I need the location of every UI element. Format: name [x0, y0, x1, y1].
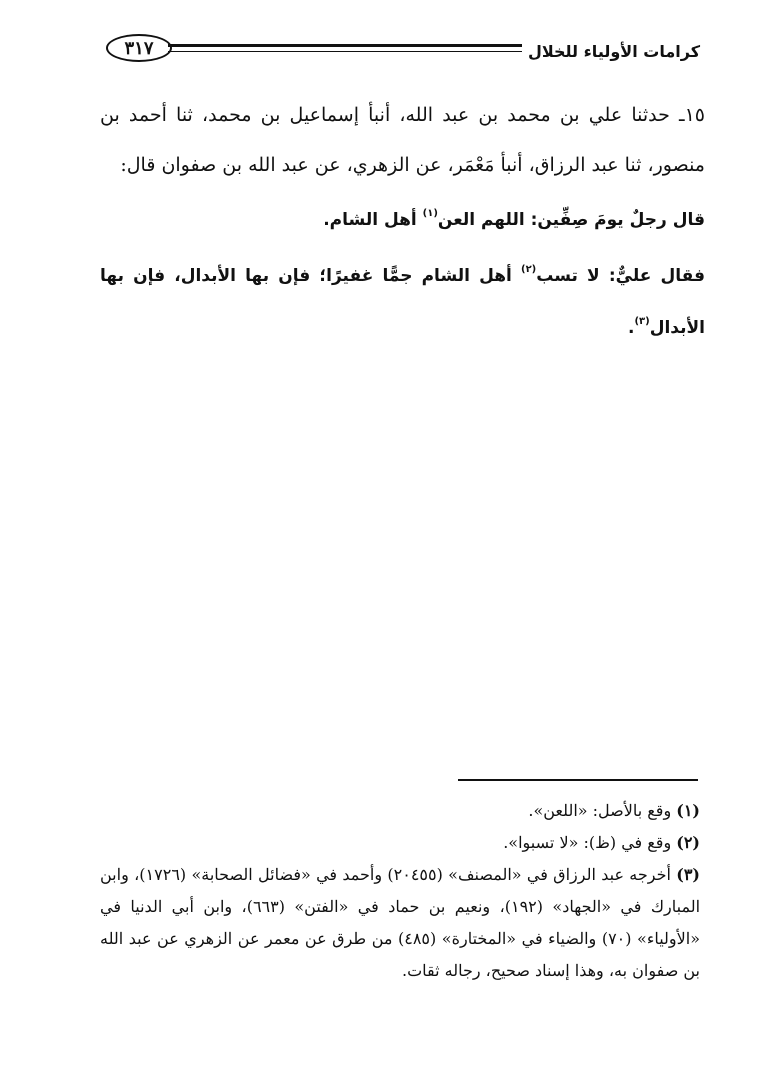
reply-paragraph [100, 250, 705, 354]
footnote-ref: (٢) [520, 264, 537, 275]
quote-paragraph [100, 194, 705, 246]
reply-text-middle: أهل الشام جمًّا غفيرًا؛ فإن بها الأبدال، فإن بها الأبدال [100, 266, 705, 338]
narration-paragraph [100, 90, 705, 190]
quote-text: قال رجلٌ يومَ صِفِّين: اللهم العن [437, 210, 705, 230]
footnote [100, 859, 700, 987]
footnote-number: (٢) [676, 833, 700, 852]
footnote-text: وقع في (ظ): «لا تسبوا». [503, 833, 677, 852]
running-title: كرامات الأولياء للخلال [527, 42, 700, 61]
footnote-text: أخرجه عبد الرزاق في «المصنف» (٢٠٤٥٥) وأحمد في «فضائل الصحابة» (١٧٢٦)، وابن المبارك في «الجهاد» (١٩٢)، ونعيم بن حماد في «الفتن» (٦٦٣)، وابن أبي الدنيا في «الأولياء» (٧٠) والضياء في «المختارة» (٤٨٥) من طرق عن معمر عن الزهري عن عبد الله بن صفوان به، وهذا إسناد صحيح، رجاله ثقات. [100, 865, 701, 980]
footnote-ref: (٣) [634, 316, 650, 327]
footnote-text: وقع بالأصل: «اللعن». [528, 801, 677, 820]
page-number: ٣١٧ [106, 34, 172, 62]
isnad-text: ١٥ـ حدثنا علي بن محمد بن عبد الله، أنبأ إسماعيل بن محمد، ثنا أحمد بن منصور، ثنا عبد الرزاق، أنبأ مَعْمَر، عن الزهري، عن عبد الله بن صفوان قال: [100, 104, 705, 176]
header-rule [168, 44, 522, 52]
footnote-ref: (١) [422, 208, 438, 219]
reply-text: فقال عليٌّ: لا تسب [536, 266, 705, 286]
main-text [100, 90, 705, 354]
footnotes [100, 795, 700, 987]
page-header [100, 32, 700, 72]
footnote [100, 827, 700, 859]
footnote-separator [458, 779, 698, 781]
quote-text-end: أهل الشام. [323, 210, 423, 230]
footnote-number: (٣) [676, 865, 700, 884]
reply-text-end: . [627, 318, 635, 338]
footnote-number: (١) [676, 801, 700, 820]
footnote [100, 795, 700, 827]
